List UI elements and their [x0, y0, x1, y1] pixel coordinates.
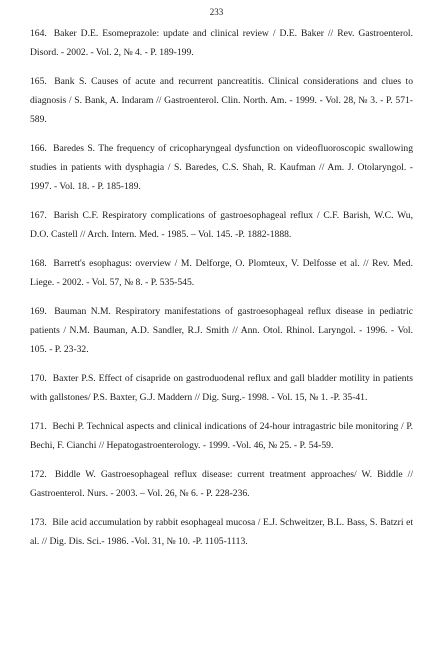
reference-number: 170. [30, 373, 47, 384]
reference-number: 166. [30, 143, 47, 154]
reference-item [30, 513, 413, 551]
reference-text: Baker D.E. Esomeprazole: update and clinical review / D.E. Baker // Rev. Gastroenterol. Disord. - 2002. - Vol. 2, № 4. - P. 189-199. [30, 28, 413, 58]
reference-item [30, 139, 413, 196]
reference-number: 165. [30, 76, 47, 87]
reference-number: 173. [30, 517, 47, 528]
reference-text: Bauman N.M. Respiratory manifestations of gastroesophageal reflux disease in pediatric patients / N.M. Bauman, A.D. Sandler, R.J. Smith // Ann. Otol. Rhinol. Laryngol. - 1996. - Vol. 105. - P. 23-32. [30, 306, 413, 355]
reference-text: Barish C.F. Respiratory complications of gastroesophageal reflux / C.F. Barish, W.C. Wu, D.O. Castell // Arch. Intern. Med. - 1985. – Vol. 145. -P. 1882-1888. [30, 210, 413, 240]
reference-list [30, 24, 413, 561]
reference-text: Baxter P.S. Effect of cisapride on gastroduodenal reflux and gall bladder motility in patients with gallstones/ P.S. Baxter, G.J. Maddern // Dig. Surg.- 1998. - Vol. 15, № 1. -P. 35-41. [30, 373, 413, 403]
reference-text: Bechi P. Technical aspects and clinical indications of 24-hour intragastric bile monitoring / P. Bechi, F. Cianchi // Hepatogastroenterology. - 1999. -Vol. 46, № 25. - P. 54-59. [30, 421, 413, 451]
reference-item [30, 465, 413, 503]
reference-item [30, 369, 413, 407]
reference-number: 164. [30, 28, 47, 39]
page-number: 233 [209, 7, 224, 17]
reference-item [30, 417, 413, 455]
reference-item [30, 302, 413, 359]
reference-text: Barrett's esophagus: overview / M. Delforge, O. Plomteux, V. Delfosse et al. // Rev. Med. Liege. - 2002. - Vol. 57, № 8. - P. 535-545. [30, 258, 413, 288]
reference-number: 167. [30, 210, 47, 221]
reference-number: 171. [30, 421, 47, 432]
reference-text: Bank S. Causes of acute and recurrent pancreatitis. Clinical considerations and clues to diagnosis / S. Bank, A. Indaram // Gastroenterol. Clin. North. Am. - 1999. - Vol. 28, № 3. - P. 571-589. [30, 76, 414, 125]
reference-number: 168. [30, 258, 47, 269]
reference-number: 172. [30, 469, 47, 480]
reference-text: Baredes S. The frequency of cricopharyngeal dysfunction on videofluoroscopic swallowing studies in patients with dysphagia / S. Baredes, C.S. Shah, R. Kaufman // Am. J. Otolaryngol. - 1997. - Vol. 18. - P. 185-189. [30, 143, 413, 192]
reference-item [30, 206, 413, 244]
reference-item [30, 254, 413, 292]
reference-text: Bile acid accumulation by rabbit esophageal mucosa / E.J. Schweitzer, B.L. Bass, S. Batzri et al. // Dig. Dis. Sci.- 1986. -Vol. 31, № 10. -P. 1105-1113. [30, 517, 413, 547]
reference-number: 169. [30, 306, 47, 317]
reference-text: Biddle W. Gastroesophageal reflux disease: current treatment approaches/ W. Biddle // Gastroenterol. Nurs. - 2003. – Vol. 26, № 6. - P. 228-236. [30, 469, 414, 499]
reference-item [30, 72, 413, 129]
reference-item [30, 24, 413, 62]
